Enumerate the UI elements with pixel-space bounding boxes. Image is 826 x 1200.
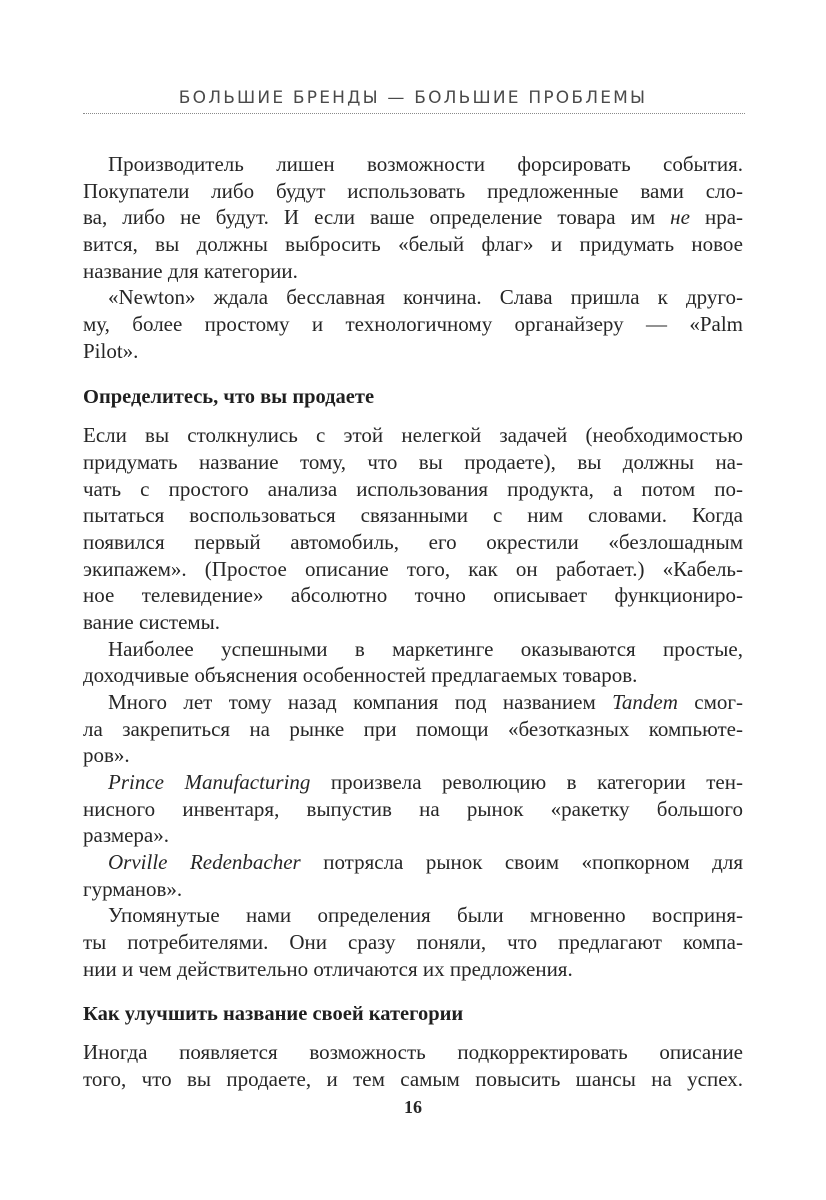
- italic-company-name: Orville Redenbacher: [108, 850, 301, 874]
- text-line: Производитель лишен возможности форсировать события.: [108, 152, 743, 176]
- section-heading: Определитесь, что вы продаете: [83, 386, 375, 408]
- text-line: Иногда появляется возможность подкорректировать описание: [83, 1040, 743, 1064]
- text-line: гурманов».: [83, 877, 183, 901]
- text-line: нии и чем действительно отличаются их предложения.: [83, 957, 573, 981]
- italic-company-name: Tandem: [612, 690, 678, 714]
- text-line: ты потребителями. Они сразу поняли, что предлагают компа-: [83, 930, 743, 954]
- text-line: ное телевидение» абсолютно точно описывает функциониро-: [83, 583, 743, 607]
- text-line: [83, 204, 743, 230]
- text-line: ла закрепиться на рынке при помощи «безотказных компьюте-: [83, 717, 743, 741]
- text-span: Много лет тому назад компания под названием: [108, 690, 596, 714]
- text-line: [108, 689, 743, 715]
- text-line: [108, 769, 743, 795]
- text-line: название для категории.: [83, 259, 298, 283]
- text-line: [108, 849, 743, 875]
- text-line: того, что вы продаете, и тем самым повысить шансы на успех.: [83, 1067, 743, 1091]
- text-line: Покупатели либо будут использовать предложенные вами сло-: [83, 179, 743, 203]
- text-span: смог-: [694, 690, 743, 714]
- text-line: Наиболее успешными в маркетинге оказываются простые,: [108, 637, 743, 661]
- text-line: экипажем». (Простое описание того, как он работает.) «Кабель-: [83, 557, 743, 581]
- text-span: потрясла рынок своим «попкорном для: [323, 850, 743, 874]
- text-line: Pilot».: [83, 339, 139, 363]
- text-line: придумать название тому, что вы продаете), вы должны на-: [83, 450, 743, 474]
- text-span: нра-: [704, 205, 744, 229]
- header-dotted-rule: [83, 113, 745, 114]
- text-line: доходчивые объяснения особенностей предлагаемых товаров.: [83, 663, 638, 687]
- italic-emphasis: не: [670, 205, 690, 229]
- text-line: «Newton» ждала бесславная кончина. Слава пришла к друго-: [108, 285, 743, 309]
- text-line: вание системы.: [83, 610, 221, 634]
- page-number: 16: [404, 1097, 422, 1117]
- text-line: му, более простому и технологичному органайзеру — «Palm: [83, 312, 743, 336]
- text-line: нисного инвентаря, выпустив на рынок «ракетку большого: [83, 797, 743, 821]
- italic-company-name: Prince Manufacturing: [108, 770, 311, 794]
- text-line: чать с простого анализа использования продукта, а потом по-: [83, 477, 743, 501]
- section-heading: Как улучшить название своей категории: [83, 1003, 464, 1025]
- text-line: Упомянутые нами определения были мгновенно восприня-: [108, 903, 743, 927]
- text-line: Если вы столкнулись с этой нелегкой задачей (необходимостью: [83, 423, 743, 447]
- text-line: вится, вы должны выбросить «белый флаг» и придумать новое: [83, 232, 743, 256]
- text-line: появился первый автомобиль, его окрестили «безлошадным: [83, 530, 743, 554]
- running-head: БОЛЬШИЕ БРЕНДЫ — БОЛЬШИЕ ПРОБЛЕМЫ: [178, 88, 648, 108]
- text-span: произвела революцию в категории тен-: [330, 770, 743, 794]
- text-line: размера».: [83, 823, 169, 847]
- text-span: ва, либо не будут. И если ваше определение товара им: [83, 205, 656, 229]
- text-line: пытаться воспользоваться связанными с ним словами. Когда: [83, 503, 743, 527]
- text-line: ров».: [83, 743, 130, 767]
